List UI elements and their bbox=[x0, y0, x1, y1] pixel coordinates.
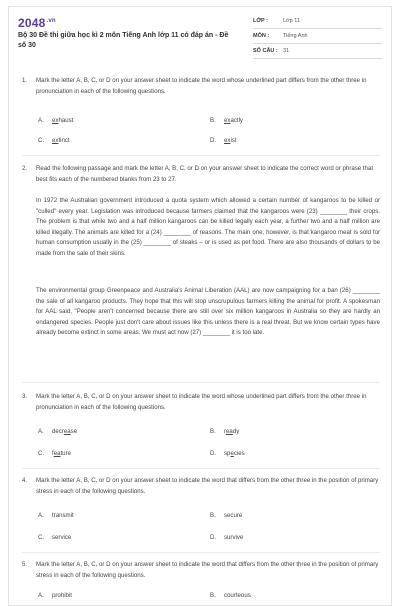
question-text: Mark the letter A, B, C, or D on your answer sheet to indicate the word whose underlined part differs from the other three in pronunciation in each of the following questions. bbox=[36, 77, 367, 95]
question-number: 3. bbox=[22, 393, 28, 400]
option-text: ist bbox=[230, 137, 237, 144]
option-underlined: ex bbox=[52, 117, 59, 124]
question-text: Mark the letter A, B, C, or D on your answer sheet to indicate the word that differs from the other three in the position of primary stress in each of the following questions. bbox=[36, 561, 379, 579]
passage-paragraph-1: In 1972 the Australian government introduced a quota system which allowed a certain number of kangaroos to be killed or "culled" every year. Legislation was introduced because farmers claimed that the kangaroos were (23) ________ their crops. The problem is that while two and a half million kangaroos can be killed legally each year, a further two and a half million are killed illegally. The animals are killed for a (24) ________ of reasons. The main one, however, is that kangaroo meat is sold for human consumption usually in the (25) ________ of steaks – or is used as pet food. There are also thousands of dollars to be made from the sale of their skins. bbox=[36, 197, 380, 257]
question-number: 4. bbox=[22, 477, 28, 484]
option-letter: A. bbox=[38, 592, 44, 599]
option-letter: B. bbox=[210, 592, 216, 599]
option-letter: C. bbox=[38, 137, 45, 144]
meta-value: 31 bbox=[283, 48, 290, 54]
option-letter: B. bbox=[210, 512, 216, 519]
option-text: haust bbox=[58, 117, 74, 124]
option-d[interactable] bbox=[210, 136, 237, 147]
option-letter: D. bbox=[210, 450, 217, 457]
meta-row-subject bbox=[253, 29, 382, 44]
passage-paragraph-2: The environmental group Greenpeace and Australia's Animal Liberation (AAL) are now campaigning for a ban (26) ________ the sale of all kangaroo products. They hope that this will stop unscrupulous farmers killing the animal for profit. A spokesman for AAL said, "People aren't concerned because there are still over six million kangaroos in Australia so they are hardly an endangered species. People just don't care about issues like this unless there is a real threat. But we know certain types have already become extinct in some areas. We must act now (27) ________ it is too late. bbox=[36, 287, 380, 336]
option-text: sp bbox=[224, 450, 231, 457]
option-underlined: e bbox=[230, 450, 234, 457]
option-a[interactable] bbox=[38, 116, 73, 127]
option-text: r bbox=[224, 428, 227, 435]
question-text: Mark the letter A, B, C, or D on your answer sheet to indicate the word that differs from the other three in the position of primary stress in each of the following questions. bbox=[36, 477, 379, 495]
option-a[interactable] bbox=[38, 511, 74, 522]
meta-value: Lớp 11 bbox=[283, 18, 300, 24]
option-text: courteous bbox=[224, 592, 251, 599]
option-b[interactable] bbox=[210, 427, 239, 438]
option-letter: D. bbox=[210, 534, 217, 541]
logo-text: 2048 bbox=[18, 16, 46, 30]
option-letter: A. bbox=[38, 512, 44, 519]
question-number: 2. bbox=[22, 165, 28, 172]
option-d[interactable] bbox=[210, 449, 245, 460]
question-number: 5. bbox=[22, 561, 28, 568]
option-underlined: ea bbox=[53, 450, 61, 457]
option-text: se bbox=[70, 428, 78, 435]
meta-value: Tiếng Anh bbox=[283, 33, 308, 39]
meta-key: LỚP : bbox=[253, 18, 268, 24]
divider bbox=[22, 468, 380, 469]
option-text: survive bbox=[224, 534, 244, 541]
meta-key: SỐ CÂU : bbox=[253, 48, 278, 54]
meta-key: MÔN : bbox=[253, 33, 270, 39]
option-letter: A. bbox=[38, 117, 44, 124]
question-text: Read the following passage and mark the letter A, B, C, or D on your answer sheet to indicate the correct word or phrase that best fits each of the numbered blanks from 23 to 27. bbox=[36, 165, 374, 183]
option-text: f bbox=[52, 450, 54, 457]
option-text: actly bbox=[230, 117, 243, 124]
site-logo[interactable] bbox=[18, 16, 56, 30]
option-letter: C. bbox=[38, 534, 45, 541]
option-underlined: ea bbox=[226, 428, 233, 435]
option-letter: C. bbox=[38, 450, 45, 457]
option-underlined: ex bbox=[224, 117, 231, 124]
meta-row-class bbox=[253, 14, 382, 29]
divider bbox=[22, 382, 380, 383]
document-header bbox=[18, 14, 382, 60]
option-text: tinct bbox=[58, 137, 70, 144]
logo-suffix: .vn bbox=[46, 18, 56, 24]
option-c[interactable] bbox=[38, 449, 71, 460]
option-text: prohibit bbox=[52, 592, 72, 599]
divider bbox=[22, 155, 380, 156]
option-letter: B. bbox=[210, 117, 216, 124]
option-text: ture bbox=[60, 450, 71, 457]
option-b[interactable] bbox=[210, 511, 242, 522]
option-text: decr bbox=[52, 428, 64, 435]
option-text: secure bbox=[224, 512, 243, 519]
option-text: cies bbox=[233, 450, 245, 457]
option-underlined: ea bbox=[63, 428, 71, 435]
option-text: transmit bbox=[52, 512, 74, 519]
option-letter: D. bbox=[210, 137, 217, 144]
option-underlined: ex bbox=[52, 137, 59, 144]
question-number: 1. bbox=[22, 77, 28, 84]
option-c[interactable] bbox=[38, 136, 70, 147]
meta-row-count bbox=[253, 44, 382, 59]
option-letter: A. bbox=[38, 428, 44, 435]
option-text: dy bbox=[232, 428, 240, 435]
document-title: Bộ 30 Đề thi giữa học kì 2 môn Tiếng Anh lớp 11 có đáp án - Đề số 30 bbox=[18, 32, 229, 49]
option-a[interactable] bbox=[38, 427, 77, 438]
option-text: service bbox=[52, 534, 72, 541]
divider bbox=[22, 552, 380, 553]
option-b[interactable] bbox=[210, 116, 243, 127]
option-c[interactable] bbox=[38, 533, 71, 544]
question-text: Mark the letter A, B, C, or D on your answer sheet to indicate the word whose underlined part differs from the other three in pronunciation in each of the following questions. bbox=[36, 393, 367, 411]
option-letter: B. bbox=[210, 428, 216, 435]
meta-table bbox=[253, 14, 382, 59]
option-d[interactable] bbox=[210, 533, 243, 544]
option-underlined: ex bbox=[224, 137, 231, 144]
